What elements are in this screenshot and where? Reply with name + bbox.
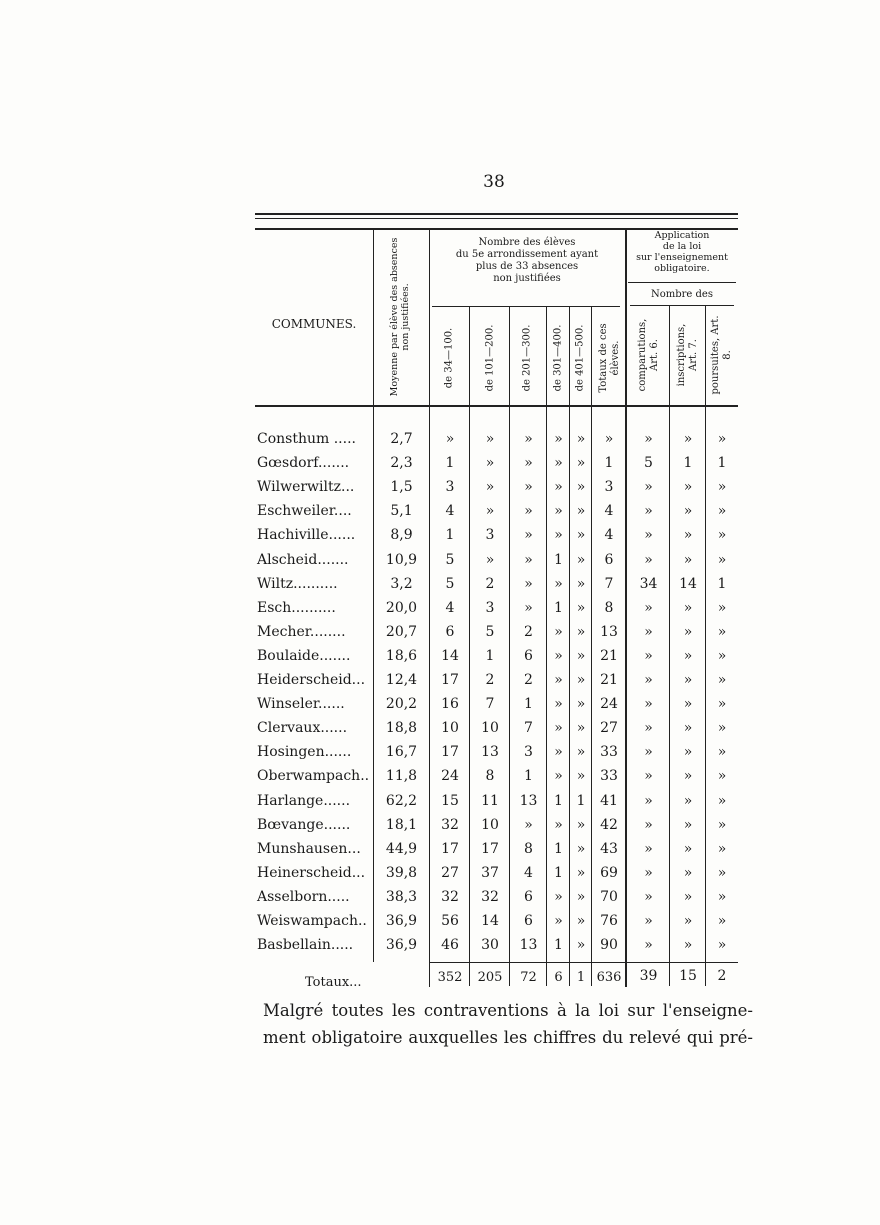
cell-c3: 6 [524,888,533,905]
cell-c2: 5 [485,623,495,640]
cell-moyenne: 20,0 [385,599,418,616]
cell-a1: » [644,864,653,881]
cell-a2: » [683,696,693,713]
cell-c5: » [576,744,586,761]
cell-moyenne: 44,9 [385,840,418,857]
cell-c2: 32 [481,888,499,905]
cell-moyenne: 18,6 [385,647,418,664]
paragraph-line-1: Malgré toutes les contraventions à la loi sur l'enseigne- [263,1001,753,1020]
cell-c5: » [576,840,586,857]
cell-c2: 2 [485,672,495,688]
cell-moyenne: 36,9 [385,913,418,929]
cell-a1: » [644,479,653,496]
application-line-2: de la loi [662,241,702,252]
cell-c1: » [445,431,455,447]
cell-a3: » [717,888,727,905]
cell-c2: 13 [481,744,499,761]
cell-c4: » [554,888,563,905]
cell-c1: 5 [445,551,455,568]
cell-c2: 8 [485,768,495,785]
cell-a3: » [717,816,727,833]
cell-totaux: 33 [600,744,618,761]
cell-c3: » [524,479,533,496]
cell-a3: » [717,431,727,447]
total-c5: 1 [576,970,586,985]
nombre-des-brace [630,305,734,306]
cell-c5: » [576,816,586,833]
commune-name: Wiltz.......... [257,575,338,592]
page-number: 38 [483,172,505,192]
header-bottom-rule [255,405,738,407]
cell-c1: 10 [441,720,459,737]
cell-a3: » [717,913,727,929]
cell-totaux: 3 [604,479,614,496]
application-line-3: sur l'enseignement [636,252,728,263]
cell-c4: 1 [554,792,563,809]
commune-name: Consthum ..... [257,431,356,447]
cell-a1: » [644,527,653,544]
cell-c1: 14 [441,647,459,664]
cell-a3: » [717,527,727,544]
cell-c5: 1 [576,792,586,809]
cell-a1: » [644,431,653,447]
cell-c4: » [554,527,563,544]
cell-c2: 3 [485,527,495,544]
cell-c3: 2 [524,623,533,640]
total-a1: 39 [639,968,658,984]
cell-a1: » [644,672,653,688]
total-c1: 352 [437,970,463,985]
cell-a1: » [644,768,653,785]
cell-c1: 16 [441,696,459,713]
cell-c5: » [576,623,586,640]
cell-c4: » [554,744,563,761]
cell-c3: » [524,527,533,544]
cell-c5: » [576,455,586,472]
cell-a3: » [717,479,727,496]
cell-c4: » [554,479,563,496]
commune-name: Hosingen...... [257,744,352,761]
cell-a1: » [644,599,653,616]
inscriptions-header: inscriptions, Art. 7. [676,323,699,387]
range-header-101-200: de 101—200. [484,324,496,392]
cell-c4: » [554,455,563,472]
table-top-rule-2 [255,218,738,219]
totaux-header: Totaux de ces élèves. [598,323,621,393]
cell-c4: 1 [554,937,563,954]
cell-c2: » [485,551,495,568]
cell-c4: » [554,913,563,929]
cell-a2: » [683,479,693,496]
cell-c5: » [576,720,586,737]
group-header-line-1: Nombre des élèves [478,237,576,248]
cell-c5: » [576,696,586,713]
total-c3: 72 [520,970,537,985]
cell-c3: » [524,816,533,833]
cell-c1: 27 [441,864,459,881]
cell-c3: » [524,455,533,472]
cell-c5: » [576,864,586,881]
cell-totaux: 13 [600,623,618,640]
cell-c5: » [576,503,586,520]
col-rule [509,306,510,986]
total-a3: 2 [717,968,727,984]
cell-moyenne: 36,9 [385,937,418,954]
col-rule [591,306,592,986]
total-c4: 6 [554,970,563,985]
totals-label: Totaux... [305,975,362,990]
cell-totaux: » [604,431,614,447]
cell-c1: 17 [441,840,459,857]
cell-c3: » [524,599,533,616]
cell-moyenne: 8,9 [390,527,413,544]
col-rule [469,306,470,986]
cell-c5: » [576,551,586,568]
commune-name: Harlange...... [257,792,351,809]
cell-c4: » [554,696,563,713]
cell-c5: » [576,913,586,929]
cell-a3: » [717,840,727,857]
cell-c2: » [485,479,495,496]
cell-a2: 14 [679,575,697,592]
commune-name: Heiderscheid... [257,672,366,688]
totals-rule [430,962,738,963]
cell-a2: » [683,623,693,640]
cell-totaux: 41 [600,792,618,809]
cell-c3: » [524,431,533,447]
cell-moyenne: 11,8 [385,768,418,785]
cell-c3: 7 [524,720,533,737]
cell-c2: 10 [481,816,499,833]
cell-totaux: 76 [600,913,618,929]
cell-a2: » [683,551,693,568]
cell-c1: 4 [445,503,455,520]
col-rule [546,306,547,986]
cell-c1: 15 [441,792,459,809]
body-paragraph [263,997,753,1051]
cell-a3: » [717,599,727,616]
cell-a1: » [644,816,653,833]
cell-a3: 1 [717,455,727,472]
cell-c3: 6 [524,913,533,929]
cell-a2: » [683,599,693,616]
cell-moyenne: 10,9 [385,551,418,568]
cell-c3: 2 [524,672,533,688]
cell-a3: 1 [717,575,727,592]
cell-a2: » [683,431,693,447]
cell-a1: » [644,647,653,664]
col-rule [705,306,706,986]
cell-a1: » [644,503,653,520]
commune-name: Mecher........ [257,623,346,640]
cell-c2: 1 [485,647,495,664]
cell-a3: » [717,768,727,785]
moyenne-header: Moyenne par élève des absences non justifiées. [389,237,411,397]
cell-c3: 1 [524,768,533,785]
cell-c1: 3 [445,479,455,496]
cell-c3: 8 [524,840,533,857]
total-totaux: 636 [596,970,622,985]
cell-moyenne: 2,7 [390,431,413,447]
cell-a3: » [717,647,727,664]
range-header-301-400: de 301—400. [552,324,564,392]
cell-c2: 14 [481,913,499,929]
cell-totaux: 4 [604,527,614,544]
cell-c3: 3 [524,744,533,761]
cell-totaux: 42 [600,816,618,833]
cell-c1: 32 [441,816,459,833]
cell-a1: 5 [644,455,653,472]
cell-a3: » [717,792,727,809]
commune-name: Basbellain..... [257,937,354,954]
communes-header: COMMUNES. [271,317,357,331]
cell-c4: » [554,768,563,785]
range-header-401-500: de 401—500. [574,324,586,392]
cell-totaux: 90 [600,937,618,954]
cell-a1: » [644,913,653,929]
cell-c1: 24 [441,768,459,785]
cell-c3: 13 [519,937,538,954]
cell-moyenne: 12,4 [385,672,418,688]
cell-a2: » [683,792,693,809]
cell-c5: » [576,768,586,785]
cell-c1: 6 [445,623,455,640]
cell-moyenne: 1,5 [390,479,413,496]
cell-a2: » [683,744,693,761]
cell-c4: » [554,720,563,737]
cell-c3: 13 [519,792,538,809]
comparutions-header: comparutions, Art. 6. [637,318,660,392]
cell-c1: 4 [445,599,455,616]
cell-moyenne: 5,1 [390,503,413,520]
cell-a2: » [683,527,693,544]
cell-c2: » [485,455,495,472]
application-line-1: Application [654,230,710,241]
cell-c3: 4 [524,864,533,881]
total-c2: 205 [477,970,503,985]
cell-totaux: 6 [604,551,614,568]
commune-name: Alscheid....... [257,551,349,568]
cell-a3: » [717,864,727,881]
cell-a2: » [683,672,693,688]
cell-moyenne: 3,2 [390,575,413,592]
cell-totaux: 43 [600,840,618,857]
cell-moyenne: 16,7 [385,744,418,761]
cell-a3: » [717,551,727,568]
cell-moyenne: 38,3 [385,888,418,905]
cell-a1: » [644,696,653,713]
cell-c2: 37 [481,864,499,881]
cell-totaux: 69 [600,864,618,881]
cell-c4: » [554,672,563,688]
cell-c1: 1 [445,455,455,472]
cell-a2: 1 [683,455,693,472]
group-header-line-4: non justifiées [493,273,561,284]
cell-totaux: 21 [600,647,618,664]
cell-moyenne: 20,7 [385,623,418,640]
cell-c3: » [524,575,533,592]
range-header-201-300: de 201—300. [521,324,533,392]
cell-c1: 32 [441,888,459,905]
cell-a2: » [683,816,693,833]
cell-a3: » [717,503,727,520]
cell-totaux: 7 [604,575,614,592]
group-header-line-3: plus de 33 absences [475,261,579,272]
commune-name: Boulaide....... [257,647,351,664]
application-rule [628,282,736,283]
cell-c2: 3 [485,599,495,616]
cell-totaux: 4 [604,503,614,520]
cell-c4: » [554,431,563,447]
cell-c1: 17 [441,672,459,688]
cell-c4: » [554,575,563,592]
cell-c5: » [576,599,586,616]
cell-c4: » [554,647,563,664]
cell-a1: » [644,888,653,905]
application-header [627,230,737,274]
commune-name: Gœsdorf....... [257,455,350,472]
cell-a1: » [644,623,653,640]
cell-c4: 1 [554,840,563,857]
cell-c5: » [576,888,586,905]
cell-c4: 1 [554,864,563,881]
commune-name: Oberwampach.. [257,768,370,785]
range-header-34-100: de 34—100. [443,327,455,389]
total-a2: 15 [679,968,697,984]
paragraph-line-2: ment obligatoire auxquelles les chiffres du relevé qui pré- [263,1028,753,1047]
cell-c2: 30 [481,937,499,954]
cell-c1: 56 [441,913,459,929]
cell-c3: 6 [524,647,533,664]
cell-c3: » [524,551,533,568]
commune-name: Hachiville...... [257,527,356,544]
cell-totaux: 8 [604,599,614,616]
cell-a1: » [644,551,653,568]
cell-a2: » [683,840,693,857]
cell-a2: » [683,913,693,929]
cell-a2: » [683,937,693,954]
cell-a2: » [683,888,693,905]
cell-moyenne: 62,2 [385,792,418,809]
table-top-rule [255,213,738,215]
cell-c4: » [554,816,563,833]
cell-c4: 1 [554,599,563,616]
commune-name: Munshausen... [257,840,361,857]
cell-c1: 17 [441,744,459,761]
cell-moyenne: 20,2 [385,696,418,713]
cell-c4: » [554,623,563,640]
cell-totaux: 70 [600,888,618,905]
cell-totaux: 33 [600,768,618,785]
cell-moyenne: 18,1 [385,816,418,833]
commune-name: Heinerscheid... [257,864,366,881]
cell-totaux: 21 [600,672,618,688]
cell-a3: » [717,937,727,954]
commune-name: Winseler...... [257,696,345,713]
cell-a1: » [644,744,653,761]
cell-c5: » [576,647,586,664]
poursuites-header: poursuites, Art. 8. [710,315,733,395]
application-line-4: obligatoire. [654,263,710,274]
cell-c2: 11 [481,792,499,809]
cell-c1: 46 [441,937,459,954]
cell-c5: » [576,431,586,447]
commune-name: Clervaux...... [257,720,348,737]
group-header-line-2: du 5e arrondissement ayant [455,249,599,260]
group-header [432,237,622,285]
cell-c2: 2 [485,575,495,592]
cell-c2: 17 [481,840,499,857]
cell-a1: » [644,937,653,954]
cell-a3: » [717,672,727,688]
cell-c2: 7 [485,696,495,713]
cell-c1: 1 [445,527,455,544]
cell-totaux: 27 [600,720,618,737]
commune-name: Wilwerwiltz... [257,479,355,496]
cell-moyenne: 39,8 [385,864,418,881]
cell-c5: » [576,672,586,688]
cell-totaux: 1 [604,455,614,472]
cell-c4: 1 [554,551,563,568]
cell-moyenne: 18,8 [385,720,418,737]
cell-c2: » [485,431,495,447]
cell-c5: » [576,527,586,544]
cell-a3: » [717,720,727,737]
commune-name: Weiswampach.. [257,913,367,929]
cell-a2: » [683,720,693,737]
cell-c5: » [576,575,586,592]
cell-c3: 1 [524,696,533,713]
cell-a2: » [683,768,693,785]
cell-c5: » [576,937,586,954]
cell-a3: » [717,623,727,640]
cell-a3: » [717,696,727,713]
commune-name: Bœvange...... [257,816,351,833]
cell-totaux: 24 [600,696,618,713]
commune-name: Eschweiler.... [257,503,352,520]
cell-moyenne: 2,3 [390,455,413,472]
cell-a3: » [717,744,727,761]
cell-a2: » [683,864,693,881]
nombre-des-header: Nombre des [651,289,713,300]
cell-c1: 5 [445,575,455,592]
cell-a1: » [644,720,653,737]
col-rule [569,306,570,986]
cell-c5: » [576,479,586,496]
cell-a1: » [644,792,653,809]
cell-c3: » [524,503,533,520]
cell-c4: » [554,503,563,520]
col-rule [669,306,670,986]
commune-name: Esch.......... [257,599,336,616]
cell-a1: » [644,840,653,857]
cell-a1: 34 [639,575,658,592]
cell-c2: » [485,503,495,520]
cell-a2: » [683,647,693,664]
commune-name: Asselborn..... [257,888,350,905]
cell-c2: 10 [481,720,499,737]
cell-a2: » [683,503,693,520]
